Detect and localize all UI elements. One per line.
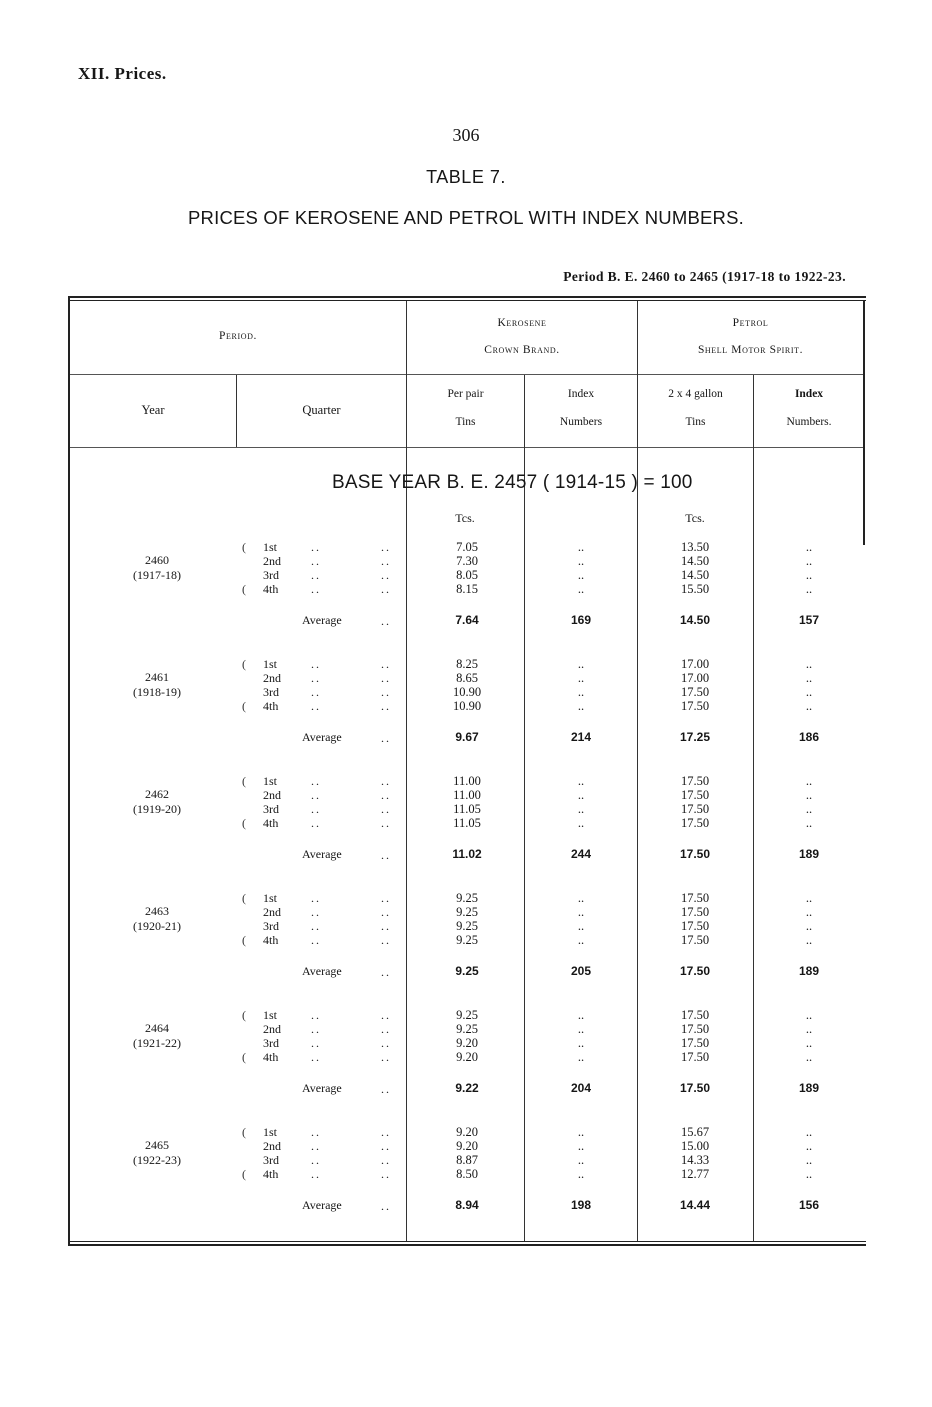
kerosene-price: 11.05 bbox=[453, 802, 481, 816]
unit-petrol: Tcs. bbox=[685, 511, 705, 525]
kerosene-index: .. bbox=[577, 568, 585, 582]
petrol-price: 17.50 bbox=[680, 891, 710, 905]
petrol-index: .. bbox=[805, 657, 813, 671]
petrol-price: 17.50 bbox=[680, 1008, 710, 1022]
average-label: Average bbox=[302, 1198, 342, 1212]
kerosene-index: .. bbox=[577, 657, 585, 671]
leader-dots: .. bbox=[381, 891, 391, 905]
leader-dots: .. bbox=[311, 774, 321, 788]
leader-dots: .. bbox=[311, 699, 321, 713]
average-kerosene-index: 244 bbox=[570, 847, 592, 861]
average-label: Average bbox=[302, 730, 342, 744]
quarter-label: 4th bbox=[263, 933, 279, 947]
average-petrol-index: 186 bbox=[798, 730, 820, 744]
quarter-label: 4th bbox=[263, 582, 279, 596]
header-petrol-1: Petrol bbox=[732, 317, 769, 329]
leader-dots: .. bbox=[311, 1153, 321, 1167]
header-per-pair-1: Per pair bbox=[447, 388, 484, 400]
kerosene-price: 10.90 bbox=[452, 699, 482, 713]
leader-dots: .. bbox=[311, 1139, 321, 1153]
petrol-index: .. bbox=[805, 1125, 813, 1139]
kerosene-price: 7.05 bbox=[456, 540, 478, 554]
quarter-label: 4th bbox=[263, 699, 279, 713]
kerosene-index: .. bbox=[577, 1167, 585, 1181]
leader-dots: .. bbox=[311, 657, 321, 671]
leader-dots: .. bbox=[311, 919, 321, 933]
leader-dots: .. bbox=[311, 1008, 321, 1022]
header-gallon-2: Tins bbox=[685, 416, 706, 428]
rule-header-2 bbox=[70, 447, 864, 448]
quarter-label: 3rd bbox=[263, 568, 279, 582]
kerosene-index: .. bbox=[577, 1153, 585, 1167]
average-kerosene-index: 169 bbox=[570, 613, 592, 627]
average-label: Average bbox=[302, 847, 342, 861]
kerosene-price: 8.87 bbox=[456, 1153, 478, 1167]
petrol-price: 15.00 bbox=[680, 1139, 710, 1153]
petrol-price: 17.50 bbox=[680, 905, 710, 919]
kerosene-index: .. bbox=[577, 1125, 585, 1139]
kerosene-price: 9.20 bbox=[456, 1125, 478, 1139]
table-number: TABLE 7. bbox=[426, 167, 506, 187]
average-label: Average bbox=[302, 613, 342, 627]
petrol-index: .. bbox=[805, 788, 813, 802]
unit-kerosene: Tcs. bbox=[455, 511, 475, 525]
leader-dots: .. bbox=[311, 816, 321, 830]
petrol-price: 17.50 bbox=[680, 1036, 710, 1050]
leader-dots: .. bbox=[381, 731, 391, 745]
kerosene-index: .. bbox=[577, 802, 585, 816]
quarter-label: 1st bbox=[263, 891, 278, 905]
petrol-price: 14.50 bbox=[680, 568, 710, 582]
average-petrol-price: 17.50 bbox=[679, 1081, 711, 1095]
header-index-2b: Numbers. bbox=[786, 416, 832, 428]
kerosene-price: 9.20 bbox=[456, 1036, 478, 1050]
quarter-label: 1st bbox=[263, 774, 278, 788]
leader-dots: .. bbox=[381, 1199, 391, 1213]
page-number: 306 bbox=[452, 125, 480, 145]
leader-dots: .. bbox=[381, 905, 391, 919]
petrol-index: .. bbox=[805, 919, 813, 933]
average-label: Average bbox=[302, 1081, 342, 1095]
kerosene-index: .. bbox=[577, 582, 585, 596]
petrol-price: 17.50 bbox=[680, 774, 710, 788]
brace-mark: ( bbox=[242, 1125, 246, 1139]
brace-mark: ( bbox=[242, 891, 246, 905]
quarter-label: 3rd bbox=[263, 1153, 279, 1167]
petrol-index: .. bbox=[805, 802, 813, 816]
leader-dots: .. bbox=[381, 582, 391, 596]
kerosene-index: .. bbox=[577, 788, 585, 802]
kerosene-price: 9.25 bbox=[456, 933, 478, 947]
petrol-index: .. bbox=[805, 582, 813, 596]
kerosene-index: .. bbox=[577, 671, 585, 685]
average-petrol-index: 189 bbox=[798, 847, 820, 861]
kerosene-price: 9.25 bbox=[456, 1022, 478, 1036]
kerosene-index: .. bbox=[577, 699, 585, 713]
petrol-price: 14.33 bbox=[680, 1153, 710, 1167]
header-index-1b: Numbers bbox=[559, 416, 603, 428]
kerosene-price: 8.15 bbox=[456, 582, 478, 596]
year-period: (1920-21) bbox=[133, 919, 181, 933]
kerosene-price: 9.20 bbox=[456, 1139, 478, 1153]
year-label: 2462 bbox=[145, 787, 169, 801]
quarter-label: 4th bbox=[263, 1050, 279, 1064]
leader-dots: .. bbox=[311, 1050, 321, 1064]
rule-col-petrol bbox=[637, 301, 638, 1241]
year-period: (1917-18) bbox=[133, 568, 181, 582]
quarter-label: 2nd bbox=[263, 554, 281, 568]
leader-dots: .. bbox=[381, 554, 391, 568]
kerosene-index: .. bbox=[577, 1008, 585, 1022]
quarter-label: 3rd bbox=[263, 919, 279, 933]
leader-dots: .. bbox=[381, 933, 391, 947]
petrol-index: .. bbox=[805, 1008, 813, 1022]
petrol-index: .. bbox=[805, 1050, 813, 1064]
leader-dots: .. bbox=[381, 671, 391, 685]
header-period: Period. bbox=[219, 330, 257, 342]
rule-top bbox=[70, 296, 866, 298]
leader-dots: .. bbox=[311, 905, 321, 919]
rule-header-1 bbox=[70, 374, 864, 375]
leader-dots: .. bbox=[311, 933, 321, 947]
header-kerosene-1: Kerosene bbox=[497, 317, 547, 329]
quarter-label: 3rd bbox=[263, 685, 279, 699]
petrol-price: 15.50 bbox=[680, 582, 710, 596]
kerosene-index: .. bbox=[577, 919, 585, 933]
leader-dots: .. bbox=[311, 891, 321, 905]
kerosene-index: .. bbox=[577, 540, 585, 554]
header-index-1a: Index bbox=[567, 388, 595, 400]
brace-mark: ( bbox=[242, 699, 246, 713]
average-petrol-index: 189 bbox=[798, 964, 820, 978]
leader-dots: .. bbox=[381, 919, 391, 933]
kerosene-index: .. bbox=[577, 1139, 585, 1153]
petrol-index: .. bbox=[805, 1022, 813, 1036]
petrol-price: 13.50 bbox=[680, 540, 710, 554]
header-quarter: Quarter bbox=[302, 403, 341, 417]
rule-bottom-inner bbox=[70, 1241, 866, 1242]
petrol-price: 14.50 bbox=[680, 554, 710, 568]
petrol-index: .. bbox=[805, 891, 813, 905]
petrol-price: 17.50 bbox=[680, 919, 710, 933]
kerosene-price: 9.25 bbox=[456, 1008, 478, 1022]
header-year: Year bbox=[141, 403, 165, 417]
kerosene-index: .. bbox=[577, 1050, 585, 1064]
petrol-index: .. bbox=[805, 774, 813, 788]
kerosene-price: 7.30 bbox=[456, 554, 478, 568]
leader-dots: .. bbox=[381, 1167, 391, 1181]
petrol-price: 17.50 bbox=[680, 933, 710, 947]
quarter-label: 4th bbox=[263, 1167, 279, 1181]
average-petrol-price: 14.50 bbox=[679, 613, 711, 627]
rule-bottom bbox=[70, 1244, 866, 1246]
leader-dots: .. bbox=[381, 774, 391, 788]
leader-dots: .. bbox=[381, 657, 391, 671]
kerosene-price: 9.25 bbox=[456, 905, 478, 919]
quarter-label: 2nd bbox=[263, 788, 281, 802]
petrol-index: .. bbox=[805, 540, 813, 554]
leader-dots: .. bbox=[381, 848, 391, 862]
leader-dots: .. bbox=[311, 671, 321, 685]
petrol-price: 15.67 bbox=[680, 1125, 710, 1139]
year-label: 2463 bbox=[145, 904, 169, 918]
header-index-2a: Index bbox=[794, 388, 824, 400]
petrol-index: .. bbox=[805, 1036, 813, 1050]
leader-dots: .. bbox=[381, 816, 391, 830]
rule-col-ker-index bbox=[524, 375, 525, 1241]
kerosene-price: 8.50 bbox=[456, 1167, 478, 1181]
rule-col-kerosene bbox=[406, 301, 407, 1241]
brace-mark: ( bbox=[242, 816, 246, 830]
petrol-price: 17.00 bbox=[680, 657, 710, 671]
quarter-label: 1st bbox=[263, 1008, 278, 1022]
header-gallon-1: 2 x 4 gallon bbox=[668, 388, 723, 400]
petrol-price: 17.50 bbox=[680, 685, 710, 699]
kerosene-index: .. bbox=[577, 554, 585, 568]
leader-dots: .. bbox=[381, 685, 391, 699]
quarter-label: 1st bbox=[263, 1125, 278, 1139]
leader-dots: .. bbox=[381, 802, 391, 816]
petrol-price: 17.50 bbox=[680, 816, 710, 830]
leader-dots: .. bbox=[311, 802, 321, 816]
average-kerosene-price: 9.25 bbox=[455, 964, 479, 978]
year-label: 2464 bbox=[145, 1021, 169, 1035]
leader-dots: .. bbox=[381, 699, 391, 713]
leader-dots: .. bbox=[381, 788, 391, 802]
average-petrol-index: 156 bbox=[798, 1198, 820, 1212]
kerosene-index: .. bbox=[577, 1036, 585, 1050]
leader-dots: .. bbox=[311, 540, 321, 554]
leader-dots: .. bbox=[311, 685, 321, 699]
leader-dots: .. bbox=[381, 1036, 391, 1050]
leader-dots: .. bbox=[311, 554, 321, 568]
petrol-index: .. bbox=[805, 933, 813, 947]
average-kerosene-price: 9.67 bbox=[455, 730, 479, 744]
petrol-index: .. bbox=[805, 554, 813, 568]
petrol-price: 17.50 bbox=[680, 802, 710, 816]
year-period: (1918-19) bbox=[133, 685, 181, 699]
brace-mark: ( bbox=[242, 540, 246, 554]
average-petrol-index: 157 bbox=[798, 613, 820, 627]
average-petrol-index: 189 bbox=[798, 1081, 820, 1095]
rule-top-inner bbox=[70, 300, 866, 301]
average-kerosene-index: 204 bbox=[570, 1081, 592, 1095]
average-petrol-price: 17.50 bbox=[679, 964, 711, 978]
kerosene-index: .. bbox=[577, 816, 585, 830]
petrol-index: .. bbox=[805, 685, 813, 699]
quarter-label: 1st bbox=[263, 657, 278, 671]
brace-mark: ( bbox=[242, 657, 246, 671]
leader-dots: .. bbox=[311, 1167, 321, 1181]
kerosene-price: 9.25 bbox=[456, 891, 478, 905]
period-note: Period B. E. 2460 to 2465 (1917-18 to 1922-23. bbox=[563, 269, 846, 284]
kerosene-price: 11.05 bbox=[453, 816, 481, 830]
average-kerosene-index: 205 bbox=[570, 964, 592, 978]
kerosene-price: 11.00 bbox=[453, 774, 481, 788]
year-period: (1919-20) bbox=[133, 802, 181, 816]
year-label: 2461 bbox=[145, 670, 169, 684]
kerosene-index: .. bbox=[577, 1022, 585, 1036]
kerosene-price: 8.65 bbox=[456, 671, 478, 685]
quarter-label: 2nd bbox=[263, 671, 281, 685]
average-kerosene-price: 9.22 bbox=[455, 1081, 479, 1095]
leader-dots: .. bbox=[311, 582, 321, 596]
header-per-pair-2: Tins bbox=[455, 416, 476, 428]
kerosene-index: .. bbox=[577, 933, 585, 947]
kerosene-index: .. bbox=[577, 891, 585, 905]
petrol-index: .. bbox=[805, 568, 813, 582]
average-petrol-price: 17.25 bbox=[679, 730, 711, 744]
year-label: 2460 bbox=[145, 553, 169, 567]
leader-dots: .. bbox=[381, 1139, 391, 1153]
leader-dots: .. bbox=[381, 1008, 391, 1022]
kerosene-price: 8.05 bbox=[456, 568, 478, 582]
average-petrol-price: 14.44 bbox=[679, 1198, 711, 1212]
leader-dots: .. bbox=[311, 568, 321, 582]
quarter-label: 2nd bbox=[263, 1139, 281, 1153]
brace-mark: ( bbox=[242, 774, 246, 788]
quarter-label: 3rd bbox=[263, 1036, 279, 1050]
kerosene-price: 11.00 bbox=[453, 788, 481, 802]
petrol-index: .. bbox=[805, 905, 813, 919]
kerosene-price: 8.25 bbox=[456, 657, 478, 671]
kerosene-index: .. bbox=[577, 685, 585, 699]
petrol-price: 17.00 bbox=[680, 671, 710, 685]
leader-dots: .. bbox=[381, 1153, 391, 1167]
section-heading: XII. Prices. bbox=[78, 64, 167, 83]
leader-dots: .. bbox=[381, 1125, 391, 1139]
average-kerosene-index: 214 bbox=[570, 730, 592, 744]
leader-dots: .. bbox=[381, 614, 391, 628]
leader-dots: .. bbox=[381, 965, 391, 979]
petrol-index: .. bbox=[805, 671, 813, 685]
rule-left bbox=[68, 296, 70, 1246]
leader-dots: .. bbox=[311, 788, 321, 802]
header-kerosene-2: Crown Brand. bbox=[484, 344, 560, 356]
brace-mark: ( bbox=[242, 582, 246, 596]
petrol-price: 17.50 bbox=[680, 699, 710, 713]
kerosene-index: .. bbox=[577, 905, 585, 919]
brace-mark: ( bbox=[242, 933, 246, 947]
average-kerosene-price: 11.02 bbox=[452, 847, 482, 861]
kerosene-price: 10.90 bbox=[452, 685, 482, 699]
leader-dots: .. bbox=[381, 568, 391, 582]
quarter-label: 2nd bbox=[263, 905, 281, 919]
average-petrol-price: 17.50 bbox=[679, 847, 711, 861]
quarter-label: 4th bbox=[263, 816, 279, 830]
petrol-index: .. bbox=[805, 699, 813, 713]
petrol-index: .. bbox=[805, 816, 813, 830]
leader-dots: .. bbox=[381, 1082, 391, 1096]
kerosene-index: .. bbox=[577, 774, 585, 788]
year-label: 2465 bbox=[145, 1138, 169, 1152]
table-title: PRICES OF KEROSENE AND PETROL WITH INDEX NUMBERS. bbox=[188, 207, 744, 228]
leader-dots: .. bbox=[311, 1125, 321, 1139]
brace-mark: ( bbox=[242, 1050, 246, 1064]
quarter-label: 2nd bbox=[263, 1022, 281, 1036]
kerosene-price: 9.20 bbox=[456, 1050, 478, 1064]
leader-dots: .. bbox=[311, 1036, 321, 1050]
petrol-price: 17.50 bbox=[680, 1050, 710, 1064]
average-kerosene-price: 8.94 bbox=[455, 1198, 479, 1212]
petrol-index: .. bbox=[805, 1153, 813, 1167]
kerosene-price: 9.25 bbox=[456, 919, 478, 933]
average-kerosene-index: 198 bbox=[570, 1198, 592, 1212]
header-petrol-2: Shell Motor Spirit. bbox=[697, 344, 804, 356]
brace-mark: ( bbox=[242, 1167, 246, 1181]
brace-mark: ( bbox=[242, 1008, 246, 1022]
petrol-index: .. bbox=[805, 1139, 813, 1153]
petrol-price: 17.50 bbox=[680, 788, 710, 802]
average-kerosene-price: 7.64 bbox=[455, 613, 479, 627]
petrol-price: 12.77 bbox=[680, 1167, 710, 1181]
base-year-banner: BASE YEAR B. E. 2457 ( 1914-15 ) = 100 bbox=[332, 472, 693, 493]
leader-dots: .. bbox=[311, 1022, 321, 1036]
leader-dots: .. bbox=[381, 1050, 391, 1064]
petrol-index: .. bbox=[805, 1167, 813, 1181]
year-period: (1922-23) bbox=[133, 1153, 181, 1167]
rule-col-pet-index bbox=[753, 375, 754, 1241]
leader-dots: .. bbox=[381, 1022, 391, 1036]
petrol-price: 17.50 bbox=[680, 1022, 710, 1036]
quarter-label: 1st bbox=[263, 540, 278, 554]
average-label: Average bbox=[302, 964, 342, 978]
leader-dots: .. bbox=[381, 540, 391, 554]
year-period: (1921-22) bbox=[133, 1036, 181, 1050]
quarter-label: 3rd bbox=[263, 802, 279, 816]
